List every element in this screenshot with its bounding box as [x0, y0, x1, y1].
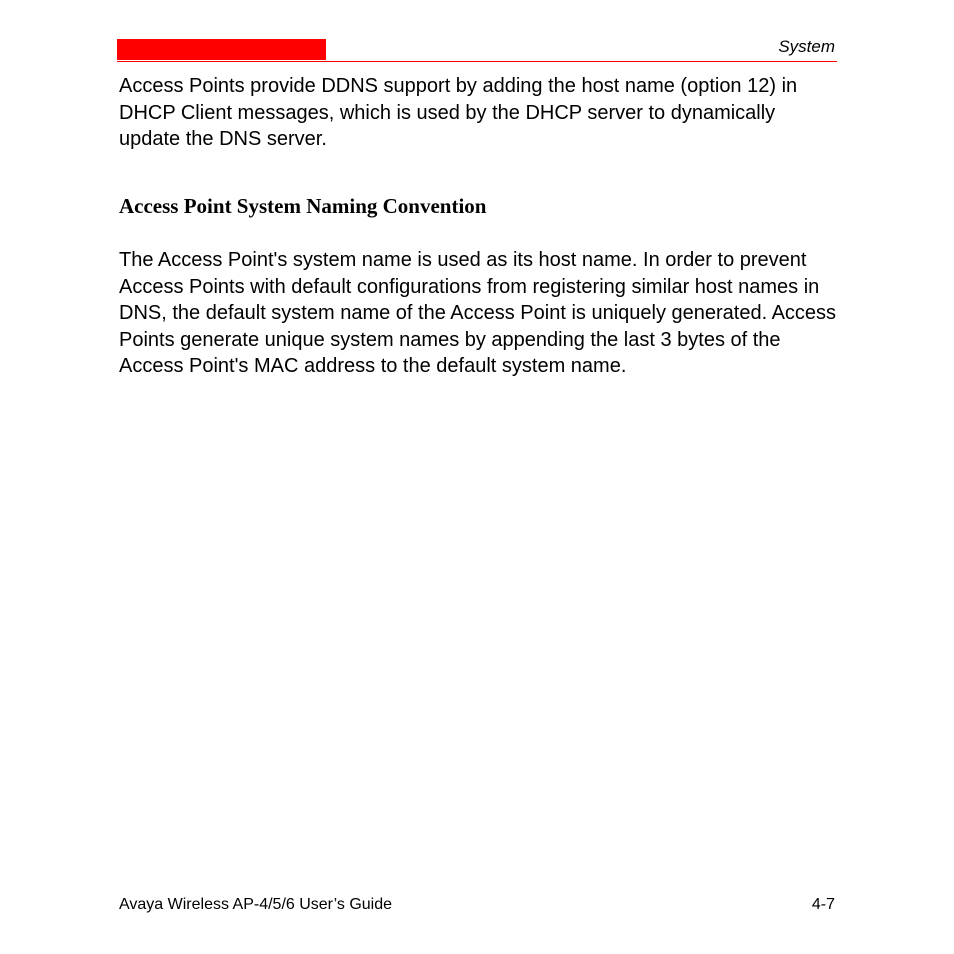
running-header-section: System	[778, 37, 835, 56]
header-rule	[117, 61, 837, 62]
footer-page-number: 4-7	[811, 896, 835, 913]
header-accent-bar	[117, 39, 326, 60]
naming-convention-paragraph: The Access Point's system name is used as its host name. In order to prevent Access Points with default configurations from registering similar host names in DNS, the default system name of the Access Point is uniquely generated. Access Points generate unique system names by appending the last 3 bytes of the Access Point's MAC address to the default system name.	[119, 249, 837, 377]
section-heading: Access Point System Naming Convention	[119, 194, 487, 218]
footer-guide-title: Avaya Wireless AP-4/5/6 User’s Guide	[119, 896, 393, 913]
intro-paragraph: Access Points provide DDNS support by adding the host name (option 12) in DHCP Client messages, which is used by the DHCP server to dynamically update the DNS server.	[119, 75, 798, 150]
